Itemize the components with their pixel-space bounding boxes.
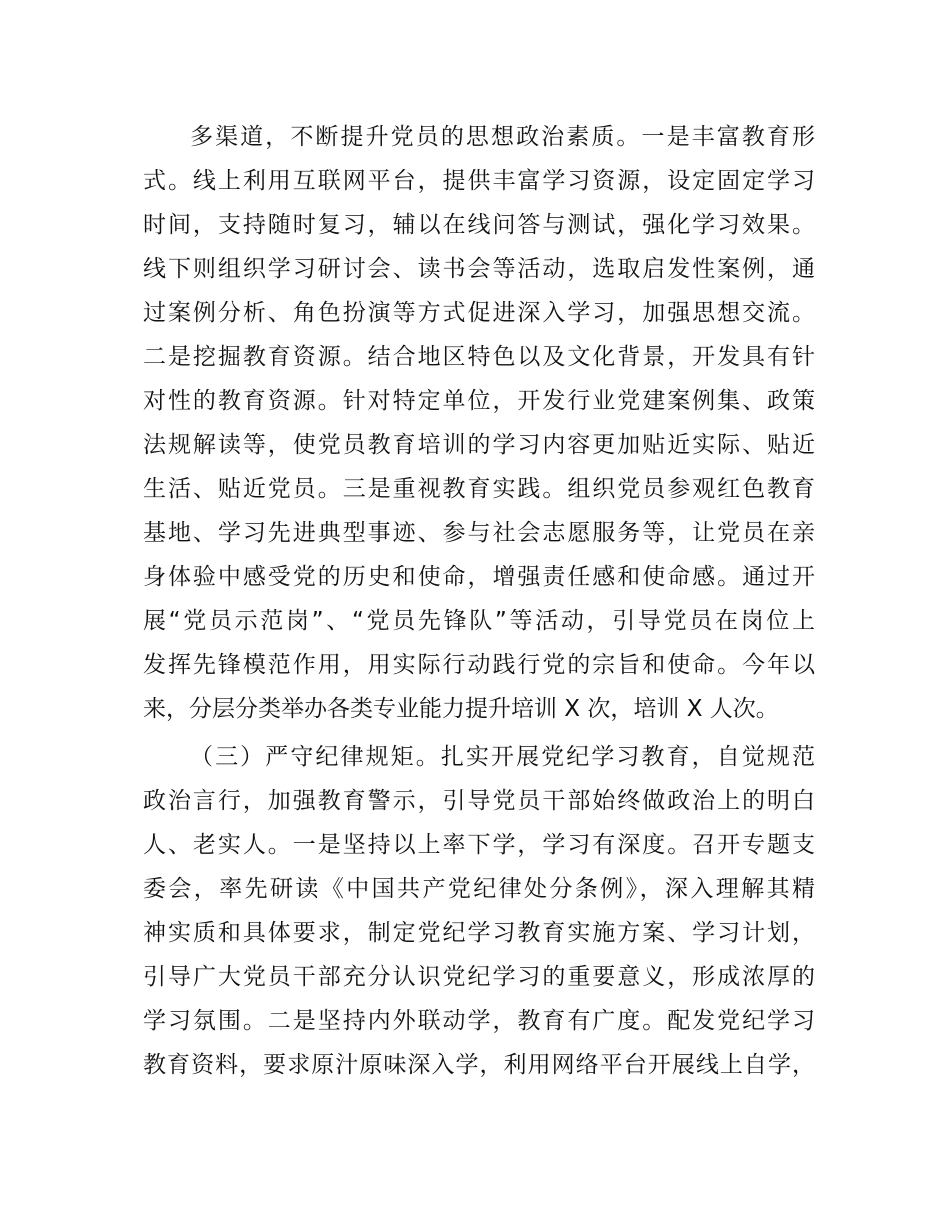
text-line: 发挥先锋模范作用，用实际行动践行党的宗旨和使命。今年以 (143, 652, 815, 678)
text-line: 委会，率先研读《中国共产党纪律处分条例》，深入理解其精 (143, 876, 815, 902)
text-line: 来，分层分类举办各类专业能力提升培训 X 次，培训 X 人次。 (143, 696, 779, 722)
text-line: 政治言行，加强教育警示，引导党员干部始终做政治上的明白 (143, 788, 815, 814)
text-line: 式。线上利用互联网平台，提供丰富学习资源，设定固定学习 (143, 168, 815, 194)
text-line: 人、老实人。一是坚持以上率下学，学习有深度。召开专题支 (143, 832, 815, 858)
text-line: 对性的教育资源。针对特定单位，开发行业党建案例集、政策 (143, 388, 815, 414)
text-line: 时间，支持随时复习，辅以在线问答与测试，强化学习效果。 (143, 212, 815, 238)
text-line: 二是挖掘教育资源。结合地区特色以及文化背景，开发具有针 (143, 344, 815, 370)
text-line: 生活、贴近党员。三是重视教育实践。组织党员参观红色教育 (143, 476, 815, 502)
text-line: （三）严守纪律规矩。扎实开展党纪学习教育，自觉规范 (190, 744, 815, 770)
text-line: 学习氛围。二是坚持内外联动学，教育有广度。配发党纪学习 (143, 1008, 815, 1034)
text-line: 神实质和具体要求，制定党纪学习教育实施方案、学习计划， (143, 920, 815, 946)
text-line: 线下则组织学习研讨会、读书会等活动，选取启发性案例，通 (143, 256, 815, 282)
text-line: 教育资料，要求原汁原味深入学，利用网络平台开展线上自学， (143, 1052, 815, 1078)
text-line: 法规解读等，使党员教育培训的学习内容更加贴近实际、贴近 (143, 432, 815, 458)
text-line: 引导广大党员干部充分认识党纪学习的重要意义，形成浓厚的 (143, 964, 815, 990)
text-line: 身体验中感受党的历史和使命，增强责任感和使命感。通过开 (143, 564, 815, 590)
text-line: 基地、学习先进典型事迹、参与社会志愿服务等，让党员在亲 (143, 520, 815, 546)
text-line: 多渠道，不断提升党员的思想政治素质。一是丰富教育形 (190, 124, 815, 150)
text-line: 展“党员示范岗”、“党员先锋队”等活动，引导党员在岗位上 (143, 608, 815, 634)
text-line: 过案例分析、角色扮演等方式促进深入学习，加强思想交流。 (143, 300, 815, 326)
